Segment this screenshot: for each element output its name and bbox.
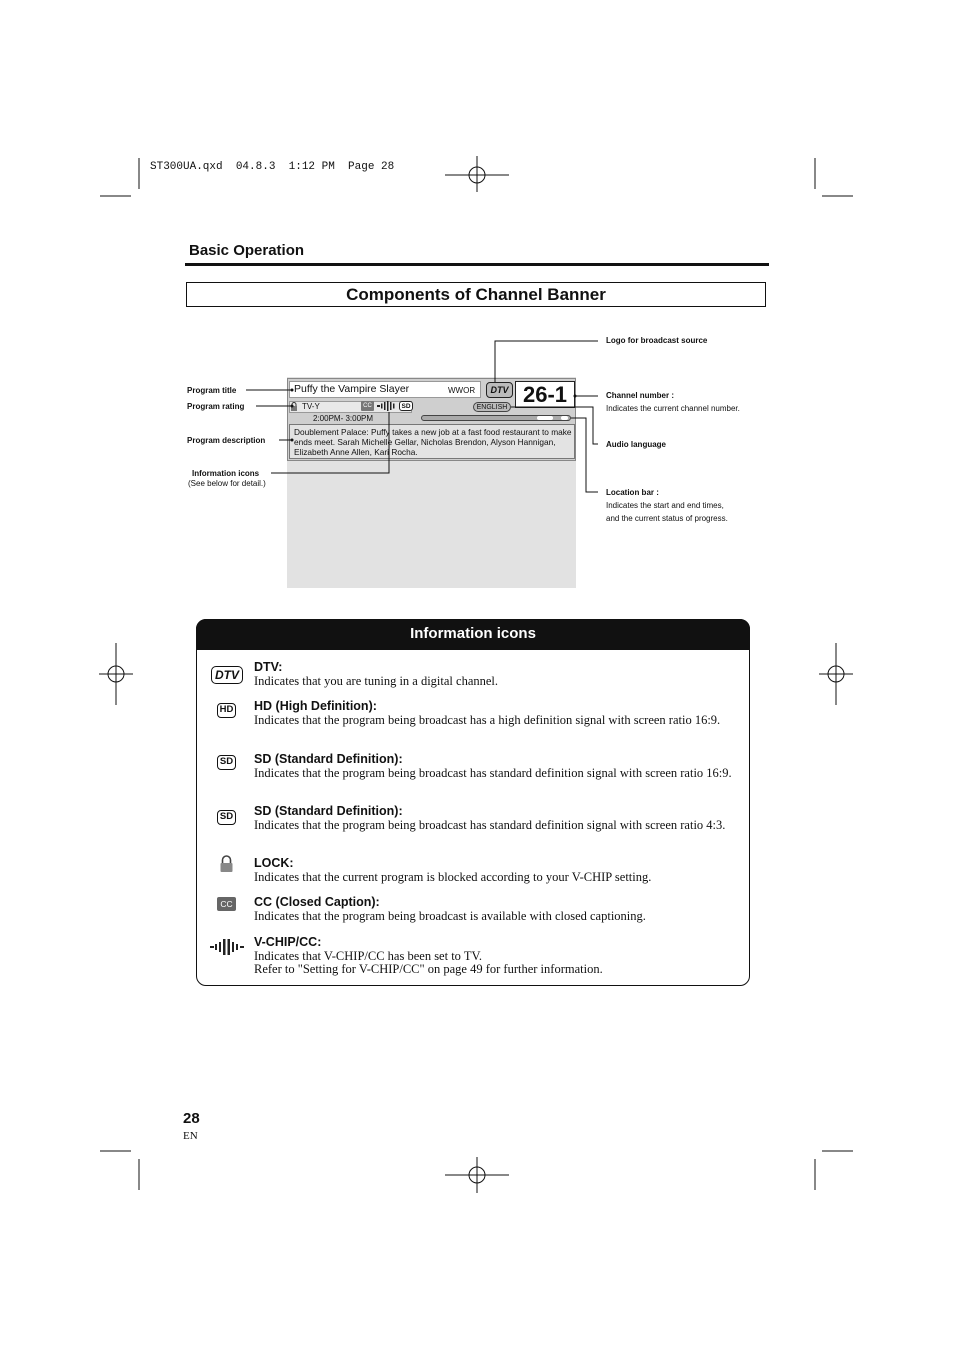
dtv-logo-icon: DTV — [486, 382, 513, 398]
sd-icon: SD — [217, 810, 236, 825]
item-body-vchip: Indicates that V-CHIP/CC has been set to TV. — [254, 949, 482, 963]
item-body-sd-169: Indicates that the program being broadcast has standard definition signal with screen ratio 16:9. — [254, 766, 732, 780]
item-body-lock: Indicates that the current program is blocked according to your V-CHIP setting. — [254, 870, 652, 884]
lock-icon — [219, 855, 234, 872]
item-title-sd-43: SD (Standard Definition): — [254, 804, 403, 818]
item-title-lock: LOCK: — [254, 856, 294, 870]
item-title-sd-169: SD (Standard Definition): — [254, 752, 403, 766]
program-time: 2:00PM- 3:00PM — [313, 414, 374, 423]
audio-language: ENGLISH — [473, 402, 511, 412]
callout-program-title: Program title — [187, 386, 237, 395]
hd-icon: HD — [217, 703, 236, 718]
section-title: Basic Operation — [189, 242, 305, 259]
callout-location-bar: Location bar : — [606, 488, 659, 497]
channel-number: 26-1 — [522, 382, 568, 407]
program-title: Puffy the Vampire Slayer — [294, 383, 410, 395]
callout-channel-number-note: Indicates the current channel number. — [606, 404, 740, 413]
language-code: EN — [183, 1130, 198, 1142]
callout-audio-language: Audio language — [606, 440, 666, 449]
sd-icon: SD — [217, 755, 236, 770]
dtv-icon: DTV — [211, 666, 243, 684]
callout-logo: Logo for broadcast source — [606, 336, 708, 345]
item-body-hd: Indicates that the program being broadcast has a high definition signal with screen ratio 16:9. — [254, 713, 721, 727]
information-icons-title: Information icons — [410, 625, 536, 642]
page-number: 28 — [183, 1110, 200, 1127]
program-description: Doublement Palace: Puffy takes a new job at a fast food restaurant to make ends meet. Sarah Michelle Gellar, Nicholas Brendon, Alyson Hannigan, Elizabeth Anne Allen, Kari Rocha. — [294, 427, 572, 457]
callout-information-icons: Information icons — [192, 469, 260, 478]
item-title-vchip: V-CHIP/CC: — [254, 935, 322, 949]
callout-channel-number: Channel number : — [606, 391, 675, 400]
callout-program-rating: Program rating — [187, 402, 245, 411]
file-header: ST300UA.qxd 04.8.3 1:12 PM Page 28 — [150, 161, 395, 173]
item-body-vchip-ref: Refer to "Setting for V-CHIP/CC" on page 49 for further information. — [254, 962, 603, 976]
item-title-hd: HD (High Definition): — [254, 699, 377, 713]
item-body-cc: Indicates that the program being broadcast is available with closed captioning. — [254, 909, 646, 923]
item-title-dtv: DTV: — [254, 660, 283, 674]
item-body-dtv: Indicates that you are tuning in a digital channel. — [254, 674, 499, 688]
cc-icon: CC — [217, 897, 236, 911]
item-body-sd-43: Indicates that the program being broadcast has standard definition signal with screen ratio 4:3. — [254, 818, 726, 832]
item-title-cc: CC (Closed Caption): — [254, 895, 380, 909]
sd-icon: SD — [399, 401, 413, 411]
page-title: Components of Channel Banner — [346, 285, 606, 304]
callout-location-bar-note-2: and the current status of progress. — [606, 514, 728, 523]
callout-information-icons-note: (See below for detail.) — [188, 479, 266, 488]
callout-location-bar-note-1: Indicates the start and end times, — [606, 501, 724, 510]
vchip-icon — [210, 939, 244, 955]
station-name: WWOR — [448, 386, 476, 395]
callout-program-description: Program description — [187, 436, 266, 445]
program-rating: TV-Y — [302, 402, 320, 411]
cc-icon: CC — [361, 401, 374, 411]
